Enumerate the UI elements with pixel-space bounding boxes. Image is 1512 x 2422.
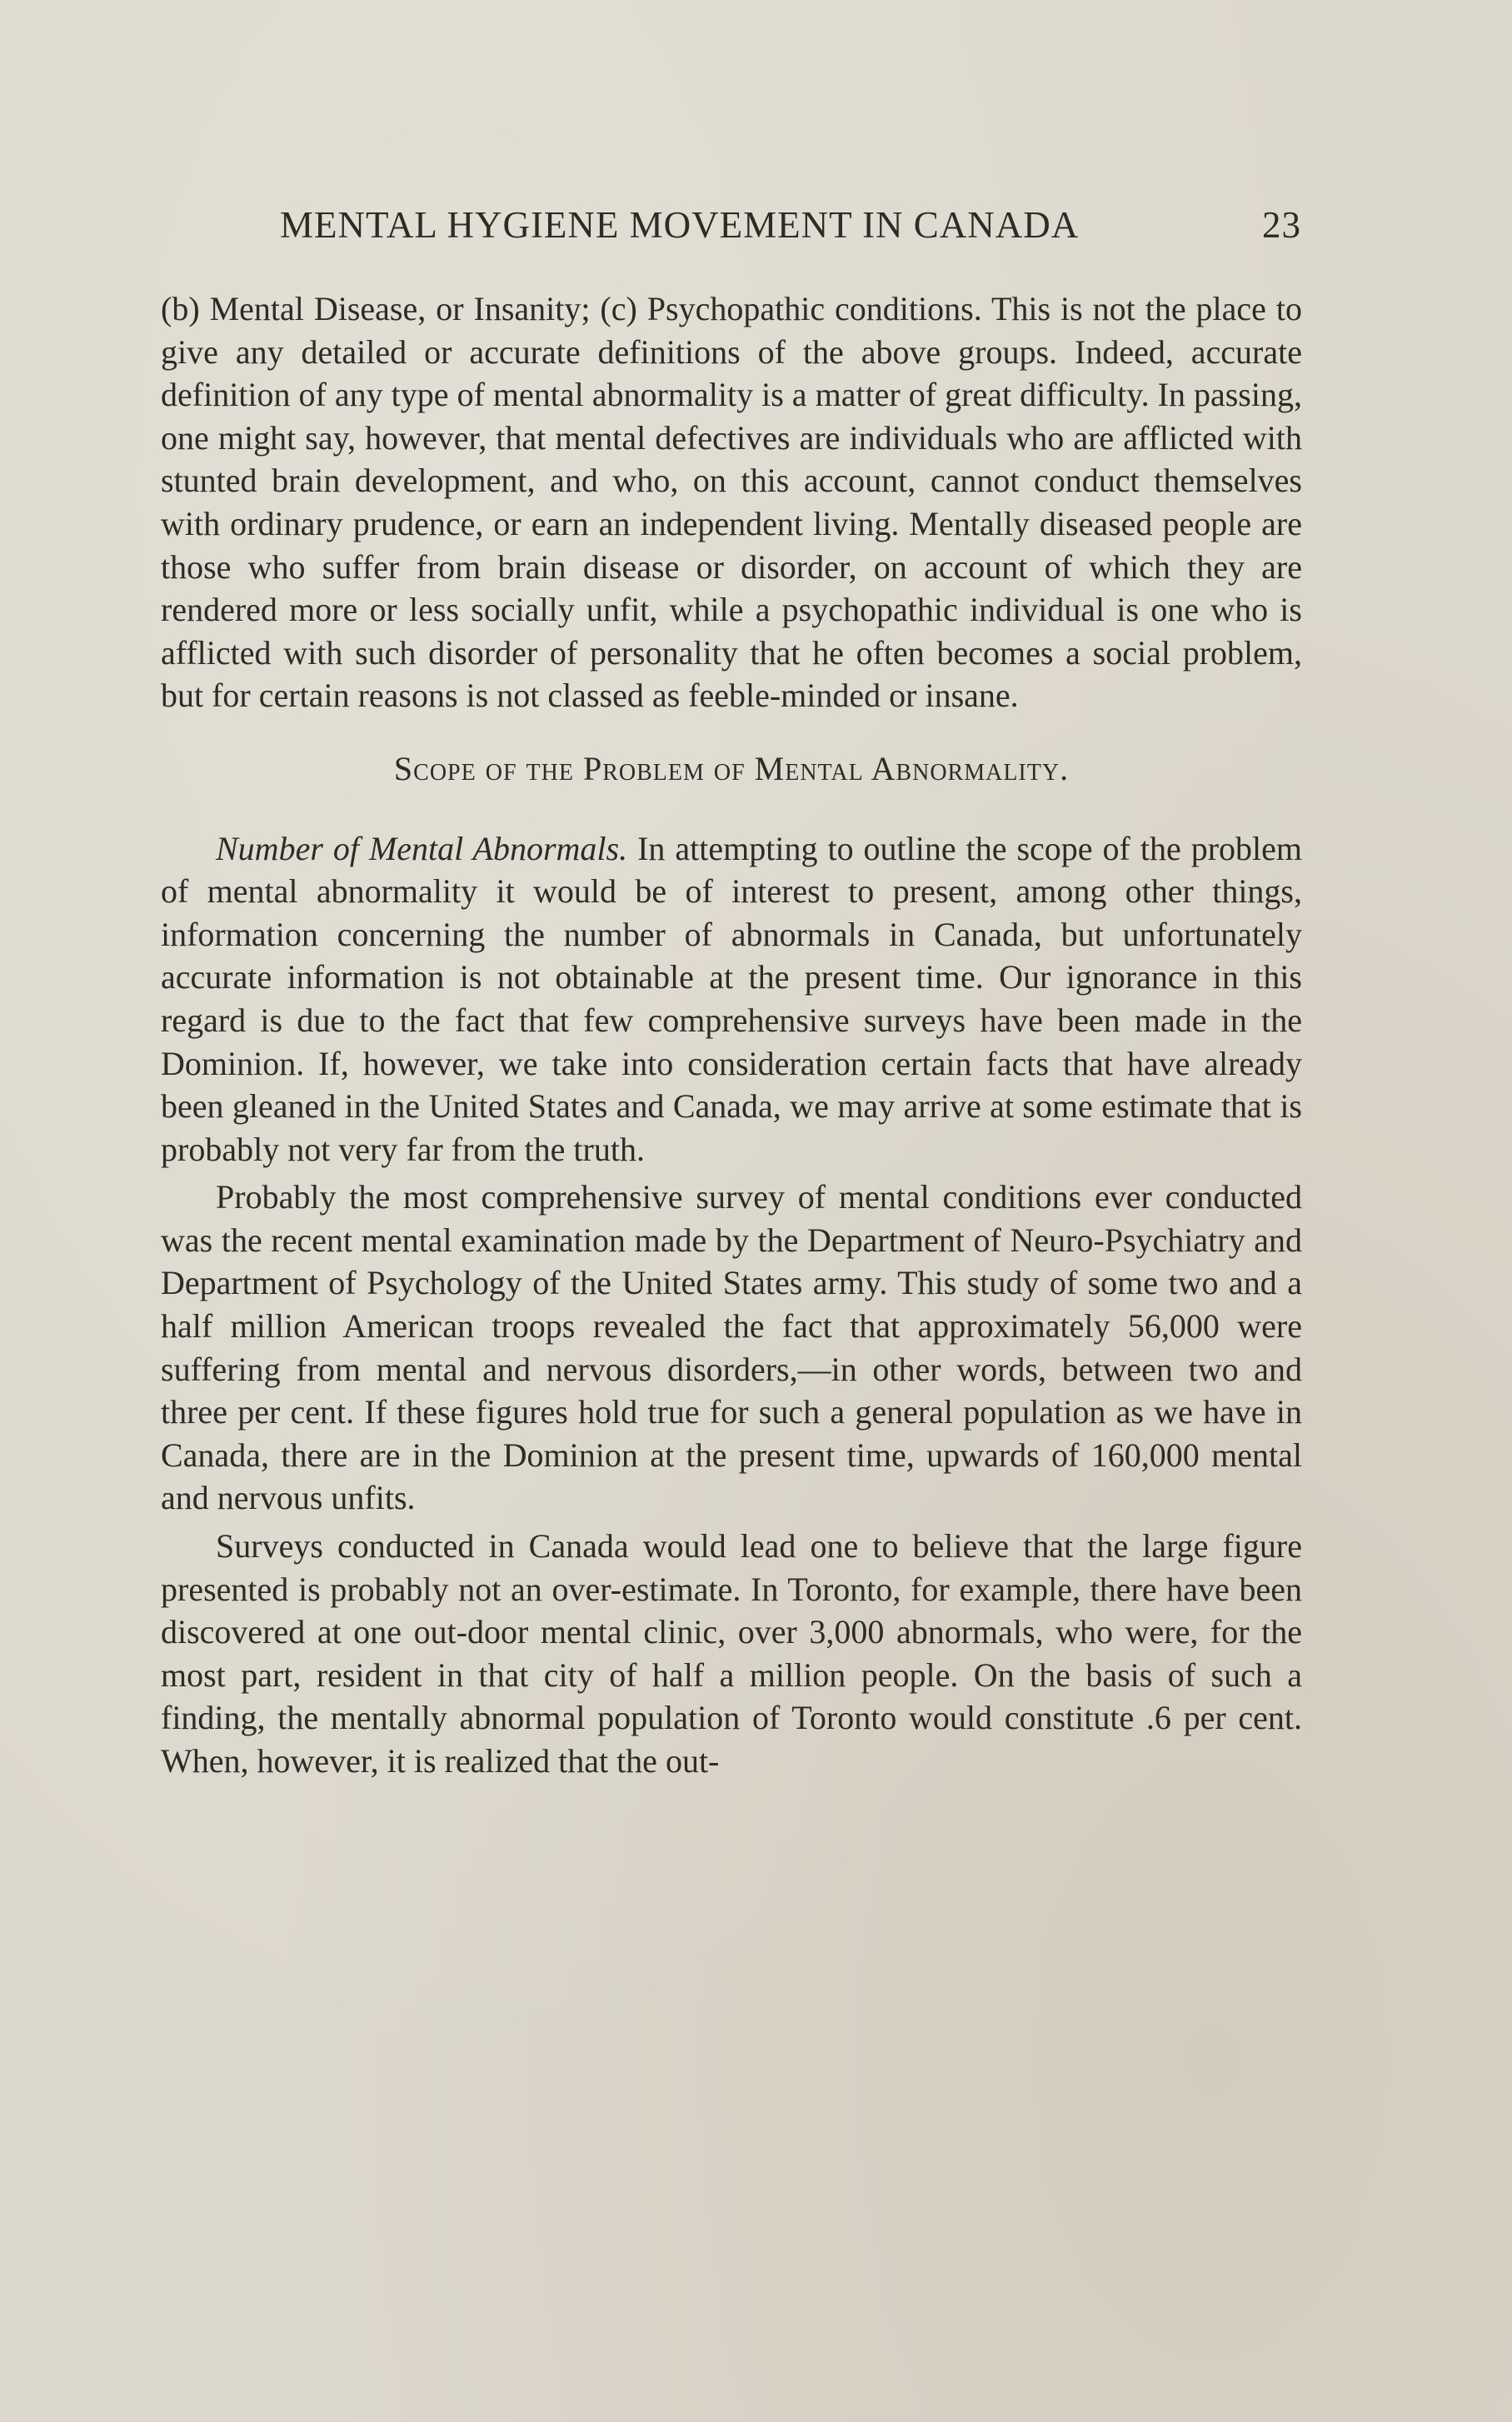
page-number: 23	[1262, 204, 1301, 246]
paragraph-number-of-abnormals	[161, 827, 1302, 1171]
section-heading: Scope of the Problem of Mental Abnormality.	[393, 749, 1070, 787]
paragraph-canada-surveys: Surveys conducted in Canada would lead one to believe that the large figure presented is probably not an over-estimate. In Toronto, for example, there have been discovered at one out-door mental clinic, over 3,000 abnormals, who were, for the most part, resident in that city of half a million people. On the basis of such a finding, the mentally abnormal population of Toronto would constitute .6 per cent. When, however, it is realized that the out-	[161, 1527, 1302, 1780]
paragraph-definitions: (b) Mental Disease, or Insanity; (c) Psychopathic conditions. This is not the place to give any detailed or accurate definitions of the above groups. Indeed, accurate definition of any type of mental abnormality is a matter of great difficulty. In passing, one might say, however, that mental defectives are individuals who are afflicted with stunted brain development, and who, on this account, cannot conduct themselves with ordinary prudence, or earn an independent living. Mentally diseased people are those who suffer from brain disease or disorder, on account of which they are rendered more or less socially unfit, while a psychopathic individual is one who is afflicted with such disorder of personality that he often becomes a social problem, but for certain reasons is not classed as feeble-minded or insane.	[161, 290, 1302, 715]
paragraph-subheading: Number of Mental Abnormals.	[216, 829, 628, 867]
body-text	[161, 287, 1302, 1783]
running-head-title: MENTAL HYGIENE MOVEMENT IN CANADA	[280, 204, 1080, 246]
running-header	[280, 203, 1301, 253]
paragraph-number-text: In attempting to outline the scope of the problem of mental abnormality it would be of interest to present, among other things, information concerning the number of abnormals in Canada, but unfortunately accurate information is not obtainable at the present time. Our ignorance in this regard is due to the fact that few comprehensive surveys have been made in the Dominion. If, however, we take into consideration certain facts that have already been gleaned in the United States and Canada, we may arrive at some estimate that is probably not very far from the truth.	[161, 829, 1302, 1168]
paragraph-army-survey: Probably the most comprehensive survey of mental conditions ever conducted was the recent mental examination made by the Department of Neuro-Psychiatry and Department of Psychology of the United States army. This study of some two and a half million American troops revealed the fact that approximately 56,000 were suffering from mental and nervous disorders,—in other words, between two and three per cent. If these figures hold true for such a general population as we have in Canada, there are in the Dominion at the present time, upwards of 160,000 mental and nervous unfits.	[161, 1178, 1302, 1517]
